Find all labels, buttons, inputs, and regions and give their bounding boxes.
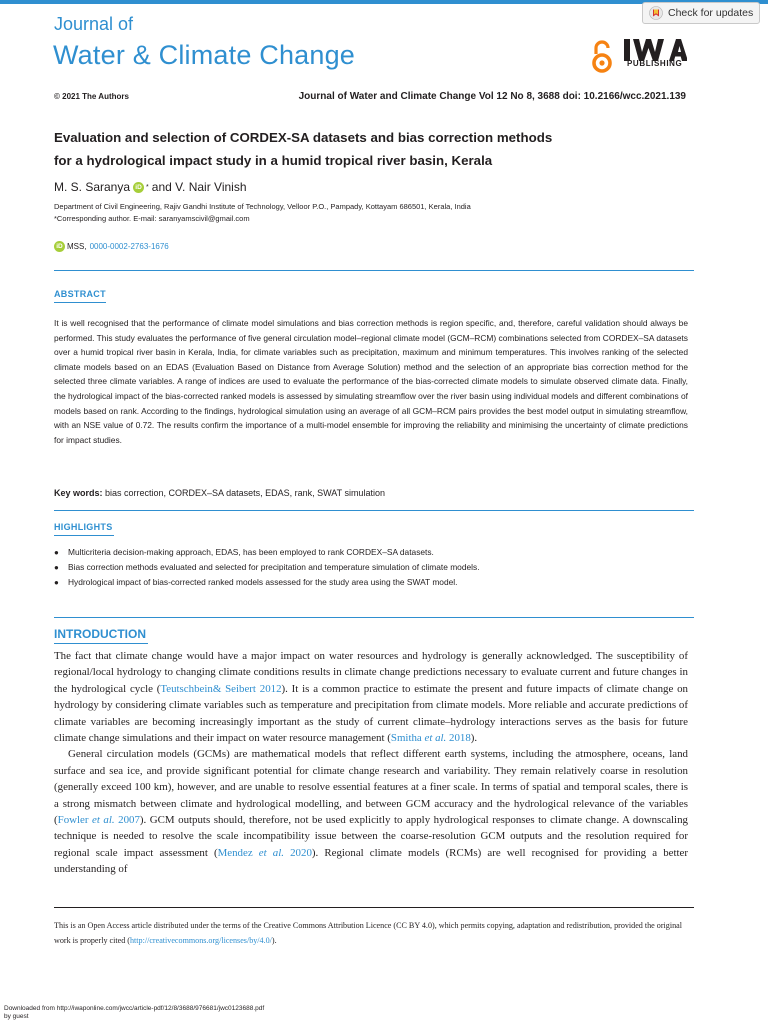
download-line: Downloaded from http://iwaponline.com/jwcc/article-pdf/12/8/3688/976681/jwc0123688.pdf <box>4 1005 265 1012</box>
journal-citation: Journal of Water and Climate Change Vol 12 No 8, 3688 doi: 10.2166/wcc.2021.139 <box>298 91 686 102</box>
bullet-icon: ● <box>54 548 59 557</box>
article-title-line1: Evaluation and selection of CORDEX-SA datasets and bias correction methods <box>54 130 553 145</box>
heading-underline <box>54 643 148 644</box>
ref-year: 2018 <box>449 732 471 745</box>
introduction-heading: INTRODUCTION <box>54 627 146 641</box>
footnote-end: ). <box>271 936 277 945</box>
abstract-text: It is well recognised that the performance of climate model simulations and bias correction methods is region specific, and, therefore, careful validation should always be performed. This study evaluates the performance of five general circulation model–regional climate model (GCM–RCM) combinations selected from CORDEX–SA datasets over a humid tropical river basin in Kerala, India, for climate variables such as precipitation, maximum and minimum temperatures. This involves ranking of the selected climate models based on an EDAS (Evaluation Based on Distance from Average Solution) method and the selection of an appropriate bias correction method for the selected three climate variables. A range of indices are used to evaluate the performance of the bias-corrected climate models to simulate observed climate data. Finally, the hydrological impact of the bias-corrected ranked models is assessed by simulating streamflow over the river basin using individual models and different combinations of models based on rank. According to the findings, hydrological simulation using an average of all GCM–RCM pairs provides the best model output in simulating streamflow, with an NSE value of 0.72. The results confirm the importance of a multi-model ensemble for improving the reliability and minimising the uncertainty of climate predictions for impact studies. <box>54 318 688 445</box>
orcid-icon[interactable]: iD <box>133 182 144 193</box>
reference-link[interactable]: Teutschbein& Seibert 2012 <box>160 682 282 695</box>
check-for-updates-button[interactable] <box>642 2 760 24</box>
article-title <box>54 126 694 172</box>
keywords <box>54 488 385 498</box>
orcid-line <box>54 241 169 252</box>
ref-etal: et al. <box>92 814 115 827</box>
ref-year: 2020 <box>290 846 312 859</box>
check-for-updates-label: Check for updates <box>668 7 754 19</box>
text-run: ). It is a common practice to estimate the present and future impacts of climate change on hydrology by considering climate variables such as temperature and precipitation from climate models. More reliable and accurate predictions of climate variables are becoming increasingly important as the study of current climate–hydrology interactions serves as the basis for future climate change simulations and their impact on water resource management ( <box>54 682 688 745</box>
list-item <box>54 575 694 590</box>
ref-author: Fowler <box>57 814 89 827</box>
reference-link[interactable] <box>391 732 471 744</box>
text-run: ). Regional climate models (RCMs) are well recognised for providing a better understanding of <box>54 846 688 876</box>
orcid-icon: iD <box>54 241 65 252</box>
section-rule <box>54 510 694 511</box>
author-name: M. S. Saranya <box>54 180 131 194</box>
bullet-icon: ● <box>54 563 59 572</box>
ref-author: Smitha <box>390 732 422 745</box>
highlight-text: Bias correction methods evaluated and selected for precipitation and temperature simulation of climate models. <box>68 562 480 572</box>
highlight-text: Hydrological impact of bias-corrected ranked models assessed for the study area using the SWAT model. <box>68 577 458 587</box>
copyright-notice: © 2021 The Authors <box>54 92 129 101</box>
reference-link[interactable] <box>218 847 312 859</box>
text-run: ). <box>470 732 478 745</box>
open-access-icon <box>590 40 614 74</box>
section-rule <box>54 270 694 271</box>
list-item <box>54 545 694 560</box>
publisher-label: PUBLISHING <box>627 59 683 68</box>
affiliation-block <box>54 201 471 225</box>
crossmark-icon <box>649 6 663 20</box>
reference-link[interactable] <box>58 814 140 826</box>
ref-author: Mendez <box>217 846 253 859</box>
ref-etal: et al. <box>424 732 447 745</box>
footnote-text: This is an Open Access article distributed under the terms of the Creative Commons Attribution Licence (CC BY 4.0), which permits copying, adaptation and redistribution, provided the original work is properly cited ( <box>54 921 682 945</box>
highlight-text: Multicriteria decision-making approach, EDAS, has been employed to rank CORDEX–SA datasets. <box>68 547 434 557</box>
affiliation: Department of Civil Engineering, Rajiv Gandhi Institute of Technology, Velloor P.O., Pampady, Kottayam 686501, Kerala, India <box>54 202 471 211</box>
introduction-body <box>54 648 688 878</box>
text-run: General circulation models (GCMs) are mathematical models that reflect different earth systems, including the atmosphere, oceans, land surface and sea ice, and provide significant potential for climate change research and variability. They remain relatively coarse in resolution (generally exceed 100 km), however, and are unable to resolve essential features at a finer scale. In terms of spatial and temporal scales, there is a strong mismatch between climate and hydrological modelling, and between GCM accuracy and the hydrological relevance of the variables ( <box>54 748 688 827</box>
paragraph <box>54 648 688 746</box>
corresponding-author: *Corresponding author. E-mail: saranyamscivil@gmail.com <box>54 214 250 223</box>
ref-etal: et al. <box>258 846 284 859</box>
journal-name-line1: Journal of <box>54 14 134 34</box>
text-run: ). GCM outputs should, therefore, not be used explicitly to apply hydrological responses to climate change. A downscaling technique is needed to resolve the scale incompatibility issue between the coarse-resolution GCM outputs and the resolution required for regional scale impact assessment ( <box>54 814 688 859</box>
abstract-heading: ABSTRACT <box>54 289 106 299</box>
license-link[interactable]: http://creativecommons.org/licenses/by/4.0/ <box>129 936 272 945</box>
text-run: The fact that climate change would have a major impact on water resources and hydrology is generally acknowledged. The susceptibility of regional/local hydrology to changing climate conditions results in climate change predictions necessary to evaluate current and future changes in the hydrological cycle ( <box>54 650 688 695</box>
license-footnote <box>54 918 694 948</box>
keywords-text: bias correction, CORDEX–SA datasets, EDAS, rank, SWAT simulation <box>102 488 385 498</box>
orcid-label: MSS, <box>67 242 87 251</box>
download-line: by guest <box>4 1013 29 1020</box>
footnote-rule <box>54 907 694 908</box>
corresponding-mark: * <box>146 183 149 191</box>
orcid-link[interactable]: 0000-0002-2763-1676 <box>89 242 169 251</box>
keywords-label: Key words: <box>54 488 103 498</box>
journal-name-line2: Water & Climate Change <box>53 40 356 70</box>
list-item <box>54 560 694 575</box>
bullet-icon: ● <box>54 578 59 587</box>
highlights-heading: HIGHLIGHTS <box>54 522 113 532</box>
author-list <box>54 180 247 194</box>
highlights-list <box>54 545 694 590</box>
heading-underline <box>54 535 114 536</box>
paragraph <box>54 746 688 877</box>
article-title-line2: for a hydrological impact study in a humid tropical river basin, Kerala <box>54 153 493 168</box>
author-name: and V. Nair Vinish <box>151 180 247 194</box>
section-rule <box>54 617 694 618</box>
ref-year: 2007 <box>118 814 140 827</box>
heading-underline <box>54 302 106 303</box>
download-notice <box>4 1005 264 1021</box>
